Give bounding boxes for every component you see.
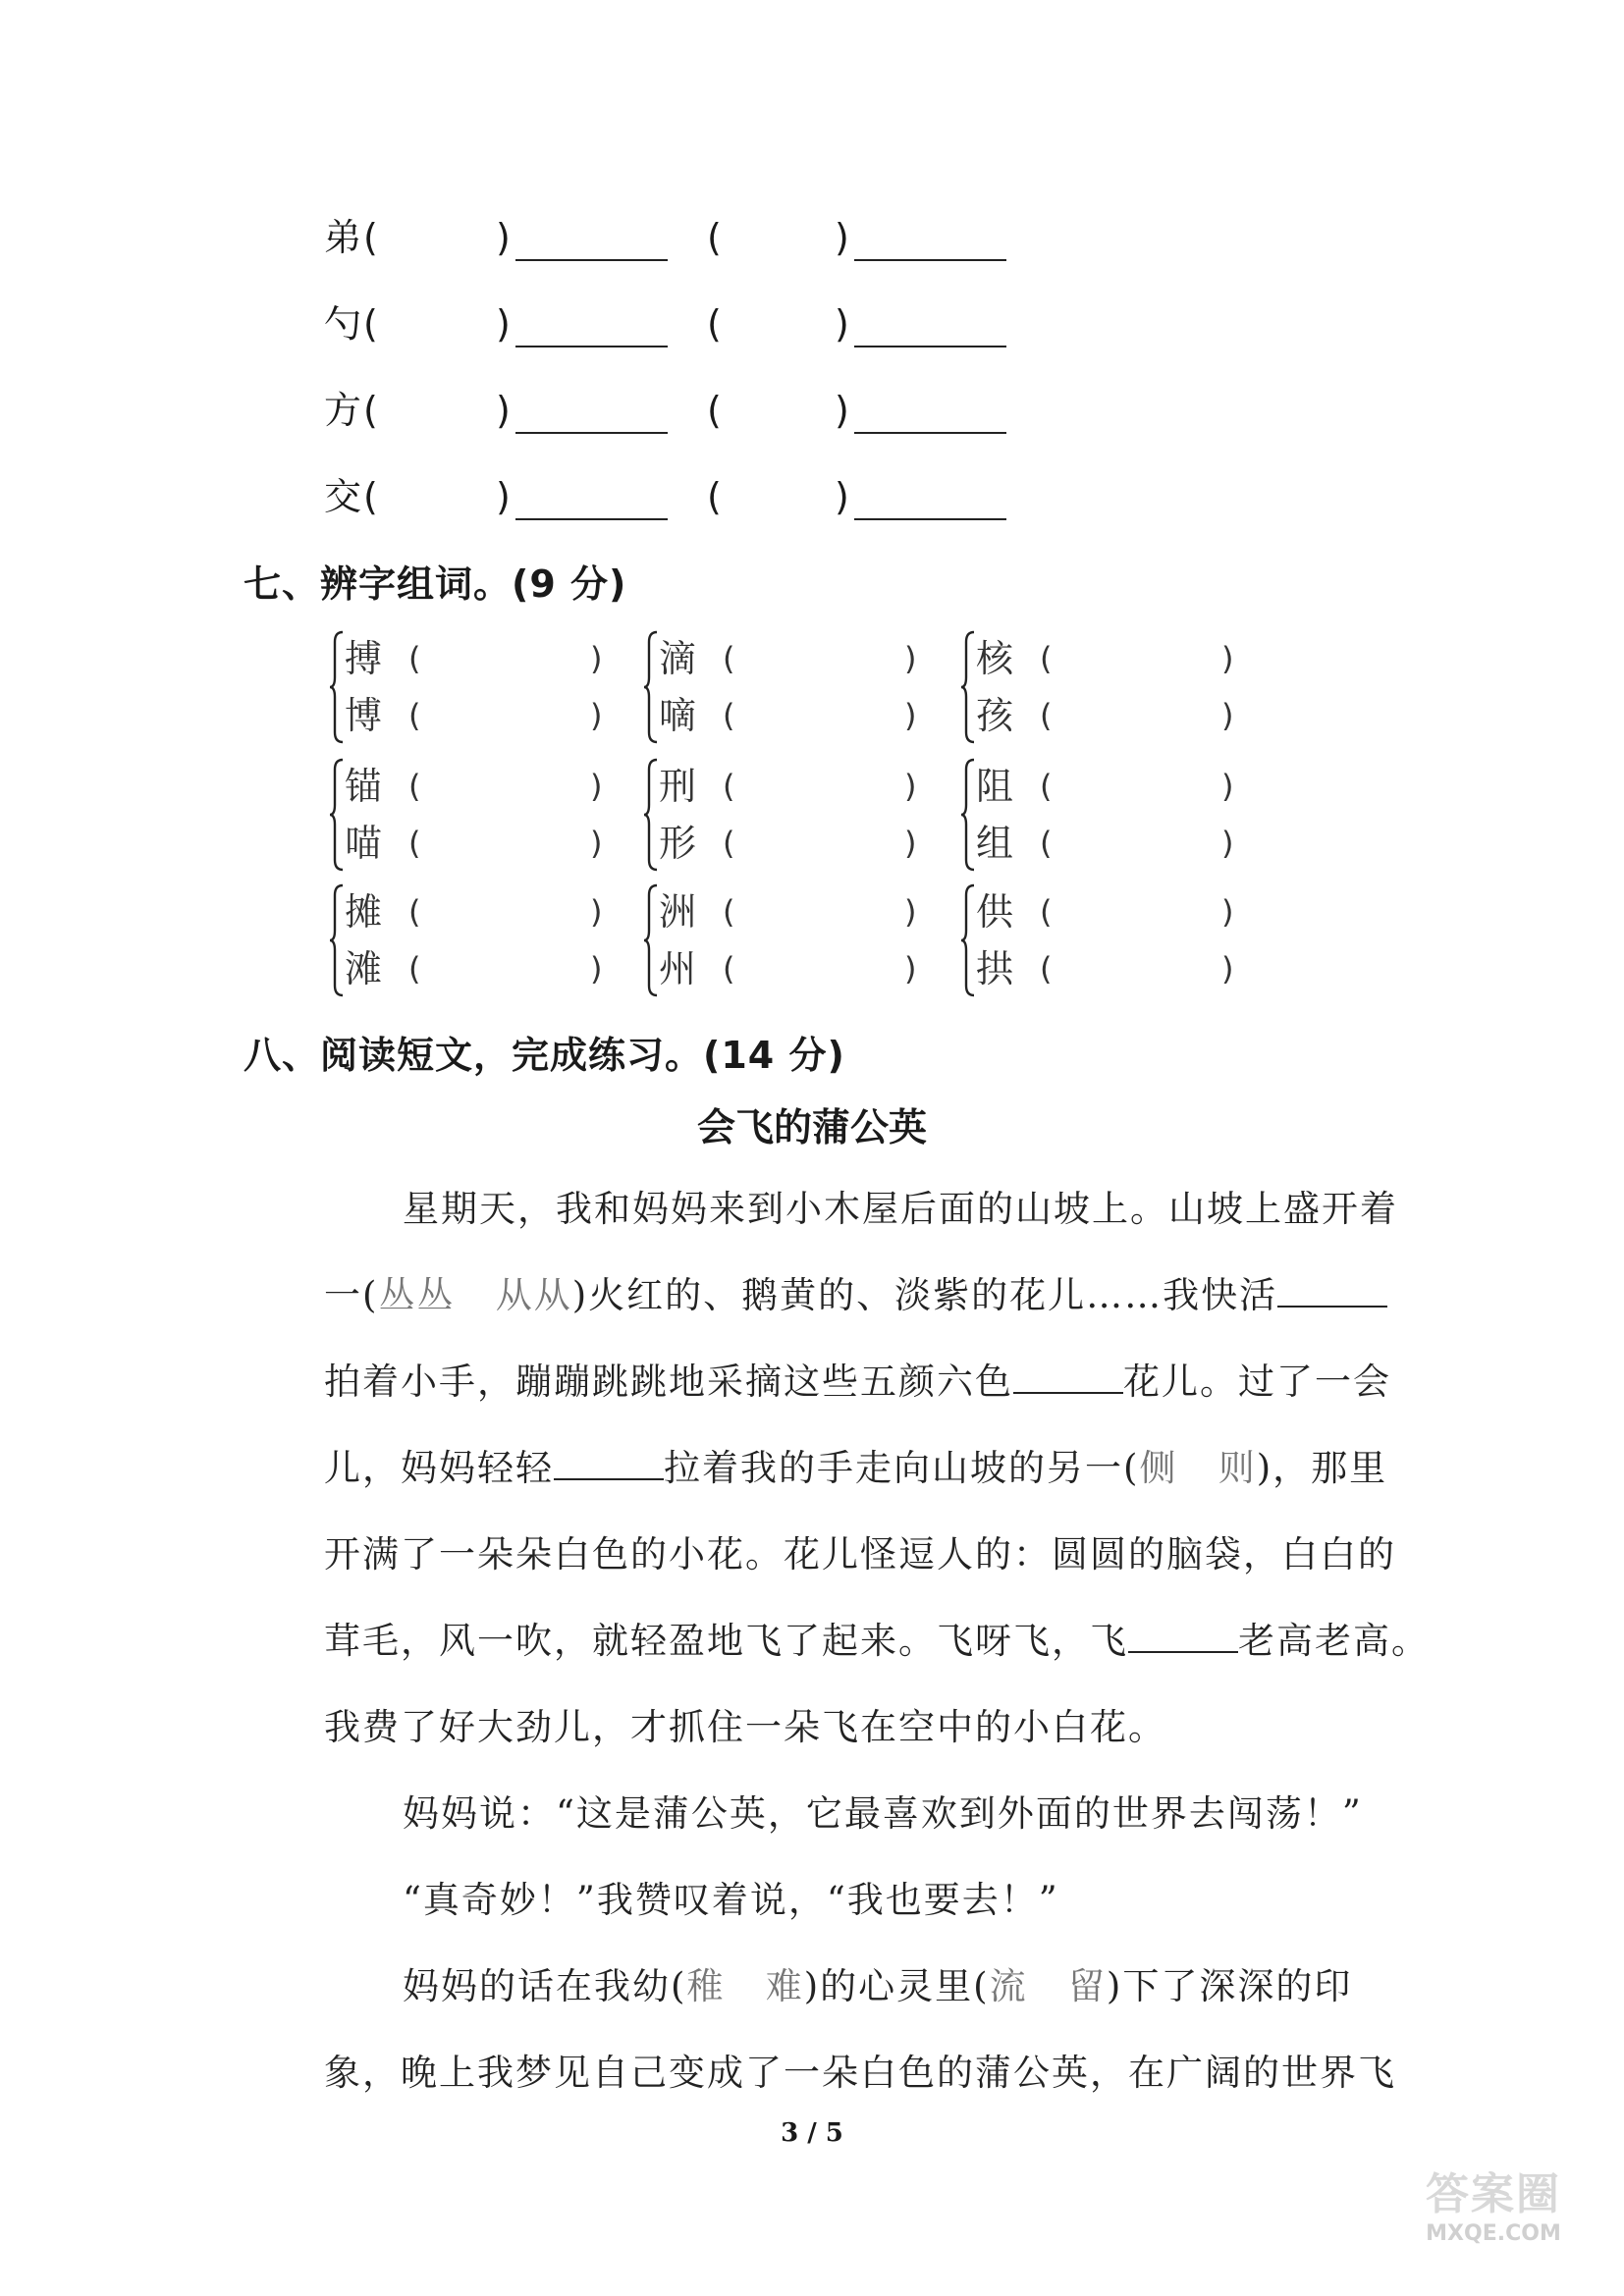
- passage-line: “真奇妙！”我赞叹着说，“我也要去！”: [403, 1879, 1059, 1921]
- option-word: 稚: [686, 1965, 726, 2007]
- brace-icon: [329, 756, 345, 874]
- brace-icon: [643, 881, 659, 999]
- pair-char: 摊: [345, 890, 383, 934]
- pair-char: 锚: [345, 765, 383, 808]
- row-char: 方: [324, 389, 362, 432]
- answer-blank[interactable]: [515, 302, 668, 347]
- pair-char: 孩: [976, 694, 1014, 737]
- answer-blank[interactable]: [1013, 1353, 1123, 1394]
- brace-icon: [329, 881, 345, 999]
- char-pair: 滴 ( ) 嘀 ( ): [643, 628, 947, 746]
- pair-char: 形: [659, 822, 697, 865]
- passage-line: 妈妈说：“这是蒲公英，它最喜欢到外面的世界去闯荡！”: [403, 1792, 1363, 1835]
- answer-blank[interactable]: [554, 1439, 664, 1480]
- pair-char: 嘀: [659, 694, 697, 737]
- pair-char: 滴: [659, 637, 697, 680]
- row-char: 交: [324, 475, 362, 518]
- answer-blank[interactable]: [515, 216, 668, 261]
- char-pair: 摊 ( ) 滩 ( ): [329, 881, 633, 999]
- char-pair: 供 ( ) 拱 ( ): [960, 881, 1265, 999]
- char-pair: 锚 ( ) 喵 ( ): [329, 756, 633, 874]
- option-word: 难: [765, 1965, 804, 2007]
- pair-char: 搏: [345, 637, 383, 680]
- char-pair: 刑 ( ) 形 ( ): [643, 756, 947, 874]
- section-7-heading: 七、辨字组词。(9 分): [244, 562, 627, 606]
- passage-line: 星期天，我和妈妈来到小木屋后面的山坡上。山坡上盛开着: [403, 1188, 1398, 1230]
- brace-icon: [960, 881, 976, 999]
- answer-blank[interactable]: [854, 302, 1006, 347]
- option-word: 从从: [495, 1274, 572, 1316]
- passage-title: 会飞的蒲公英: [696, 1106, 927, 1150]
- brace-icon: [643, 628, 659, 746]
- char-pair: 核 ( ) 孩 ( ): [960, 628, 1265, 746]
- passage-line: 儿，妈妈轻轻 拉着我的手走向山坡的另一(侧 则)，那里: [324, 1439, 1387, 1498]
- passage-line: 我费了好大劲儿，才抓住一朵飞在空中的小白花。: [324, 1706, 1166, 1748]
- passage-line: 妈妈的话在我幼(稚 难)的心灵里(流 留)下了深深的印: [403, 1965, 1353, 2007]
- passage-line: 开满了一朵朵白色的小花。花儿怪逗人的：圆圆的脑袋，白白的: [324, 1533, 1396, 1575]
- answer-blank[interactable]: [1277, 1266, 1387, 1308]
- char-pair: 洲 ( ) 州 ( ): [643, 881, 947, 999]
- option-word: 流: [989, 1965, 1028, 2007]
- passage-line: 象，晚上我梦见自己变成了一朵白色的蒲公英，在广阔的世界飞: [324, 2052, 1396, 2094]
- brace-icon: [643, 756, 659, 874]
- answer-blank[interactable]: [854, 216, 1006, 261]
- watermark-text: 答案圈: [1426, 2169, 1561, 2219]
- row-char: 弟: [324, 216, 362, 259]
- char-pair: 搏 ( ) 博 ( ): [329, 628, 633, 746]
- section-8-heading: 八、阅读短文，完成练习。(14 分): [244, 1034, 845, 1077]
- brace-icon: [960, 628, 976, 746]
- answer-blank[interactable]: [854, 475, 1006, 520]
- option-word: 侧: [1139, 1447, 1178, 1489]
- passage-line: 茸毛，风一吹，就轻盈地飞了起来。飞呀飞，飞 老高老高。: [324, 1612, 1430, 1671]
- pair-char: 州: [659, 947, 697, 990]
- option-word: 则: [1218, 1447, 1257, 1489]
- pair-char: 拱: [976, 947, 1014, 990]
- watermark-logo: [1390, 2159, 1597, 2276]
- char-pair: 阻 ( ) 组 ( ): [960, 756, 1265, 874]
- pair-char: 刑: [659, 765, 697, 808]
- row-char: 勺: [324, 302, 362, 346]
- answer-blank[interactable]: [854, 389, 1006, 434]
- pair-char: 洲: [659, 890, 697, 934]
- pair-char: 阻: [976, 765, 1014, 808]
- brace-icon: [329, 628, 345, 746]
- pair-char: 供: [976, 890, 1014, 934]
- brace-icon: [960, 756, 976, 874]
- pair-char: 组: [976, 822, 1014, 865]
- passage-line: 一(丛丛 从从)火红的、鹅黄的、淡紫的花儿……我快活: [324, 1266, 1387, 1325]
- passage-line: 拍着小手，蹦蹦跳跳地采摘这些五颜六色 花儿。过了一会: [324, 1353, 1391, 1412]
- watermark-url: MXQE.COM: [1426, 2221, 1561, 2246]
- page-number: 3 / 5: [781, 2118, 843, 2148]
- pair-char: 喵: [345, 822, 383, 865]
- pair-char: 核: [976, 637, 1014, 680]
- answer-blank[interactable]: [515, 389, 668, 434]
- pair-char: 滩: [345, 947, 383, 990]
- answer-blank[interactable]: [515, 475, 668, 520]
- option-word: 丛丛: [378, 1274, 456, 1316]
- answer-blank[interactable]: [1128, 1612, 1238, 1653]
- option-word: 留: [1067, 1965, 1107, 2007]
- pair-char: 博: [345, 694, 383, 737]
